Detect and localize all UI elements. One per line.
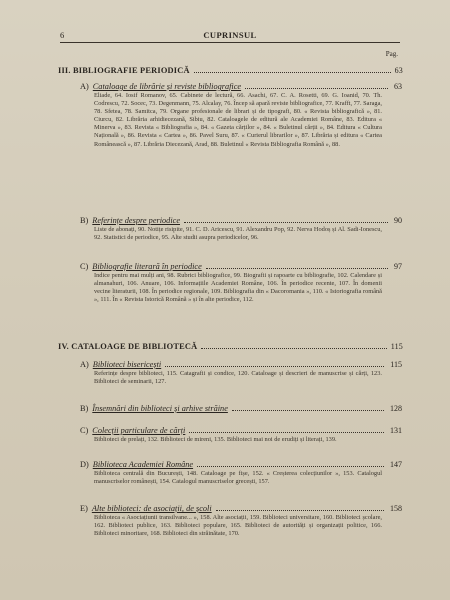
entry-letter: A) (80, 360, 89, 369)
entry-title-row (80, 262, 402, 271)
entry-page: 90 (394, 216, 402, 225)
entry-letter: C) (80, 262, 89, 271)
toc-entry (80, 216, 402, 242)
pag-column-label: Pag. (385, 50, 398, 58)
leader-dots (194, 72, 391, 73)
entry-title: Colecții particulare de cărți (92, 426, 186, 435)
entry-description: Biblioteci de prelați, 132. Biblioteci de mireni, 135. Biblioteci mai noi de erudiți și literați, 139. (94, 436, 337, 443)
entry-title-row (80, 460, 402, 469)
toc-entry (80, 360, 402, 386)
entry-page: 158 (390, 504, 402, 513)
running-title: CUPRINSUL (203, 30, 257, 40)
entry-title: Alte biblioteci: de asociații, de școli (91, 504, 212, 513)
entry-description: Eliade, 64. Iosif Romanov, 65. Cabinete de lectură, 66. Asachi, 67. C. A. Rosetti, 69. G. Ioanid, 70. Th. Codrescu, 72. Socec, 73. Degenmann, 75. Alcalay, 76. Încep să apară reviste bibliografice, 77. Krafft, 77. Saraga, 78. Sfetea, 78. Samitca, 79. Organe profesionale de librari și de tipografi, 80. « Revista bibliografică », 81. Ciurcu, 82. Librăria arhidiecezană, Sibiu, 82. Cataloagele de editură ale Academiei Române, 83. Editura « Minerva », 83. Revista « Bibliografia », 84. « Gazeta cărților », 84. « Buletinul cărții », 84. Editura « Cultura Națională », 86. Revista « Cartea », 86. Pavel Suru, 87. « Curierul librarilor », 87. Librăria și editura « Cartea Românească », 87. Librăria Diecezană, Arad, 88. Buletinul « Revista Bibliografia Română », 88. (94, 92, 382, 148)
entry-description: Biblioteca centrală din București, 148. Cataloage pe fișe, 152. « Creșterea colecțiunilor », 153. Catalogul manuscriselor românești, 154. Catalogul manuscriselor grecești, 157. (94, 470, 382, 486)
toc-entry (80, 504, 402, 538)
toc-entry (80, 262, 402, 304)
entry-page: 63 (394, 82, 402, 91)
entry-page: 131 (390, 426, 402, 435)
entry-description: Biblioteca « Asociațiunii transilvane... », 158. Alte asociații, 159. Biblioteci universitare, 160. Biblioteci școlare, 162. Biblioteci publice, 163. Biblioteci populare, 165. Biblioteci de autorități și organizații politice, 166. Biblioteci minoritare, 168. Biblioteci din străinătate, 170. (94, 514, 382, 538)
entry-letter: C) (80, 426, 89, 435)
entry-title-row (80, 360, 402, 369)
section-heading (58, 66, 403, 75)
leader-dots (206, 268, 388, 269)
entry-description: Indice pentru mai mulți ani, 98. Rubrici bibliografice, 99. Biografii și rapoarte cu bibliografie, 102. Calendare și almanahuri, 106. Anuare, 106. Informațiile Academiei Române, 106. În periodice recente, 107. În domenii vecine literaturii, 108. În periodice regionale, 109. Bibliografia din « Dacoromania », 110. « Istoriografia română », 111. În « Revista Istorică Română » și în alte periodice, 112. (94, 272, 382, 304)
entry-description: Referințe despre biblioteci, 115. Catagrafii și condice, 120. Cataloage și descrieri de manuscrise și cărți, 123. Biblioteci de seminarii, 127. (94, 370, 382, 386)
entry-title: Însemnări din biblioteci și arhive străine (92, 404, 228, 413)
entry-letter: A) (80, 82, 89, 91)
entry-title-row (80, 404, 402, 413)
leader-dots (165, 366, 384, 367)
entry-letter: B) (80, 216, 89, 225)
entry-title-row (80, 504, 402, 513)
entry-page: 97 (394, 262, 402, 271)
section-page: 63 (394, 66, 403, 75)
toc-entry (80, 460, 402, 486)
entry-letter: B) (80, 404, 89, 413)
leader-dots (245, 88, 388, 89)
entry-title-row (80, 426, 402, 435)
entry-page: 115 (390, 360, 402, 369)
section-page: 115 (390, 342, 403, 351)
entry-page: 147 (390, 460, 402, 469)
entry-letter: E) (80, 504, 88, 513)
toc-entry (80, 82, 402, 149)
leader-dots (189, 432, 384, 433)
section-title: III. BIBLIOGRAFIE PERIODICĂ (58, 66, 190, 75)
entry-title-row (80, 216, 402, 225)
entry-title: Cataloage de librărie și reviste bibliografice (92, 82, 242, 91)
running-header (60, 30, 400, 43)
entry-title: Biblioteci bisericești (92, 360, 162, 369)
entry-title: Biblioteca Academiei Române (92, 460, 194, 469)
entry-title: Bibliografie literară în periodice (92, 262, 202, 271)
leader-dots (232, 410, 384, 411)
entry-title: Referințe despre periodice (92, 216, 180, 225)
toc-entry (80, 404, 402, 413)
leader-dots (201, 348, 386, 349)
toc-entry (80, 426, 402, 444)
entry-letter: D) (80, 460, 89, 469)
entry-title-row (80, 82, 402, 91)
leader-dots (216, 510, 384, 511)
entry-page: 128 (390, 404, 402, 413)
leader-dots (197, 466, 384, 467)
leader-dots (184, 222, 388, 223)
entry-description: Liste de abonați, 90. Notițe risipite, 91. C. D. Aricescu, 91. Alexandru Pop, 92. Nerva Hodoș și Al. Sadi-Ionescu, 92. Statistici de periodice, 95. Alte studii asupra periodicelor, 96. (94, 226, 382, 242)
page-number: 6 (60, 30, 65, 40)
section-title: IV. CATALOAGE DE BIBLIOTECĂ (58, 342, 198, 351)
section-heading (58, 342, 403, 351)
